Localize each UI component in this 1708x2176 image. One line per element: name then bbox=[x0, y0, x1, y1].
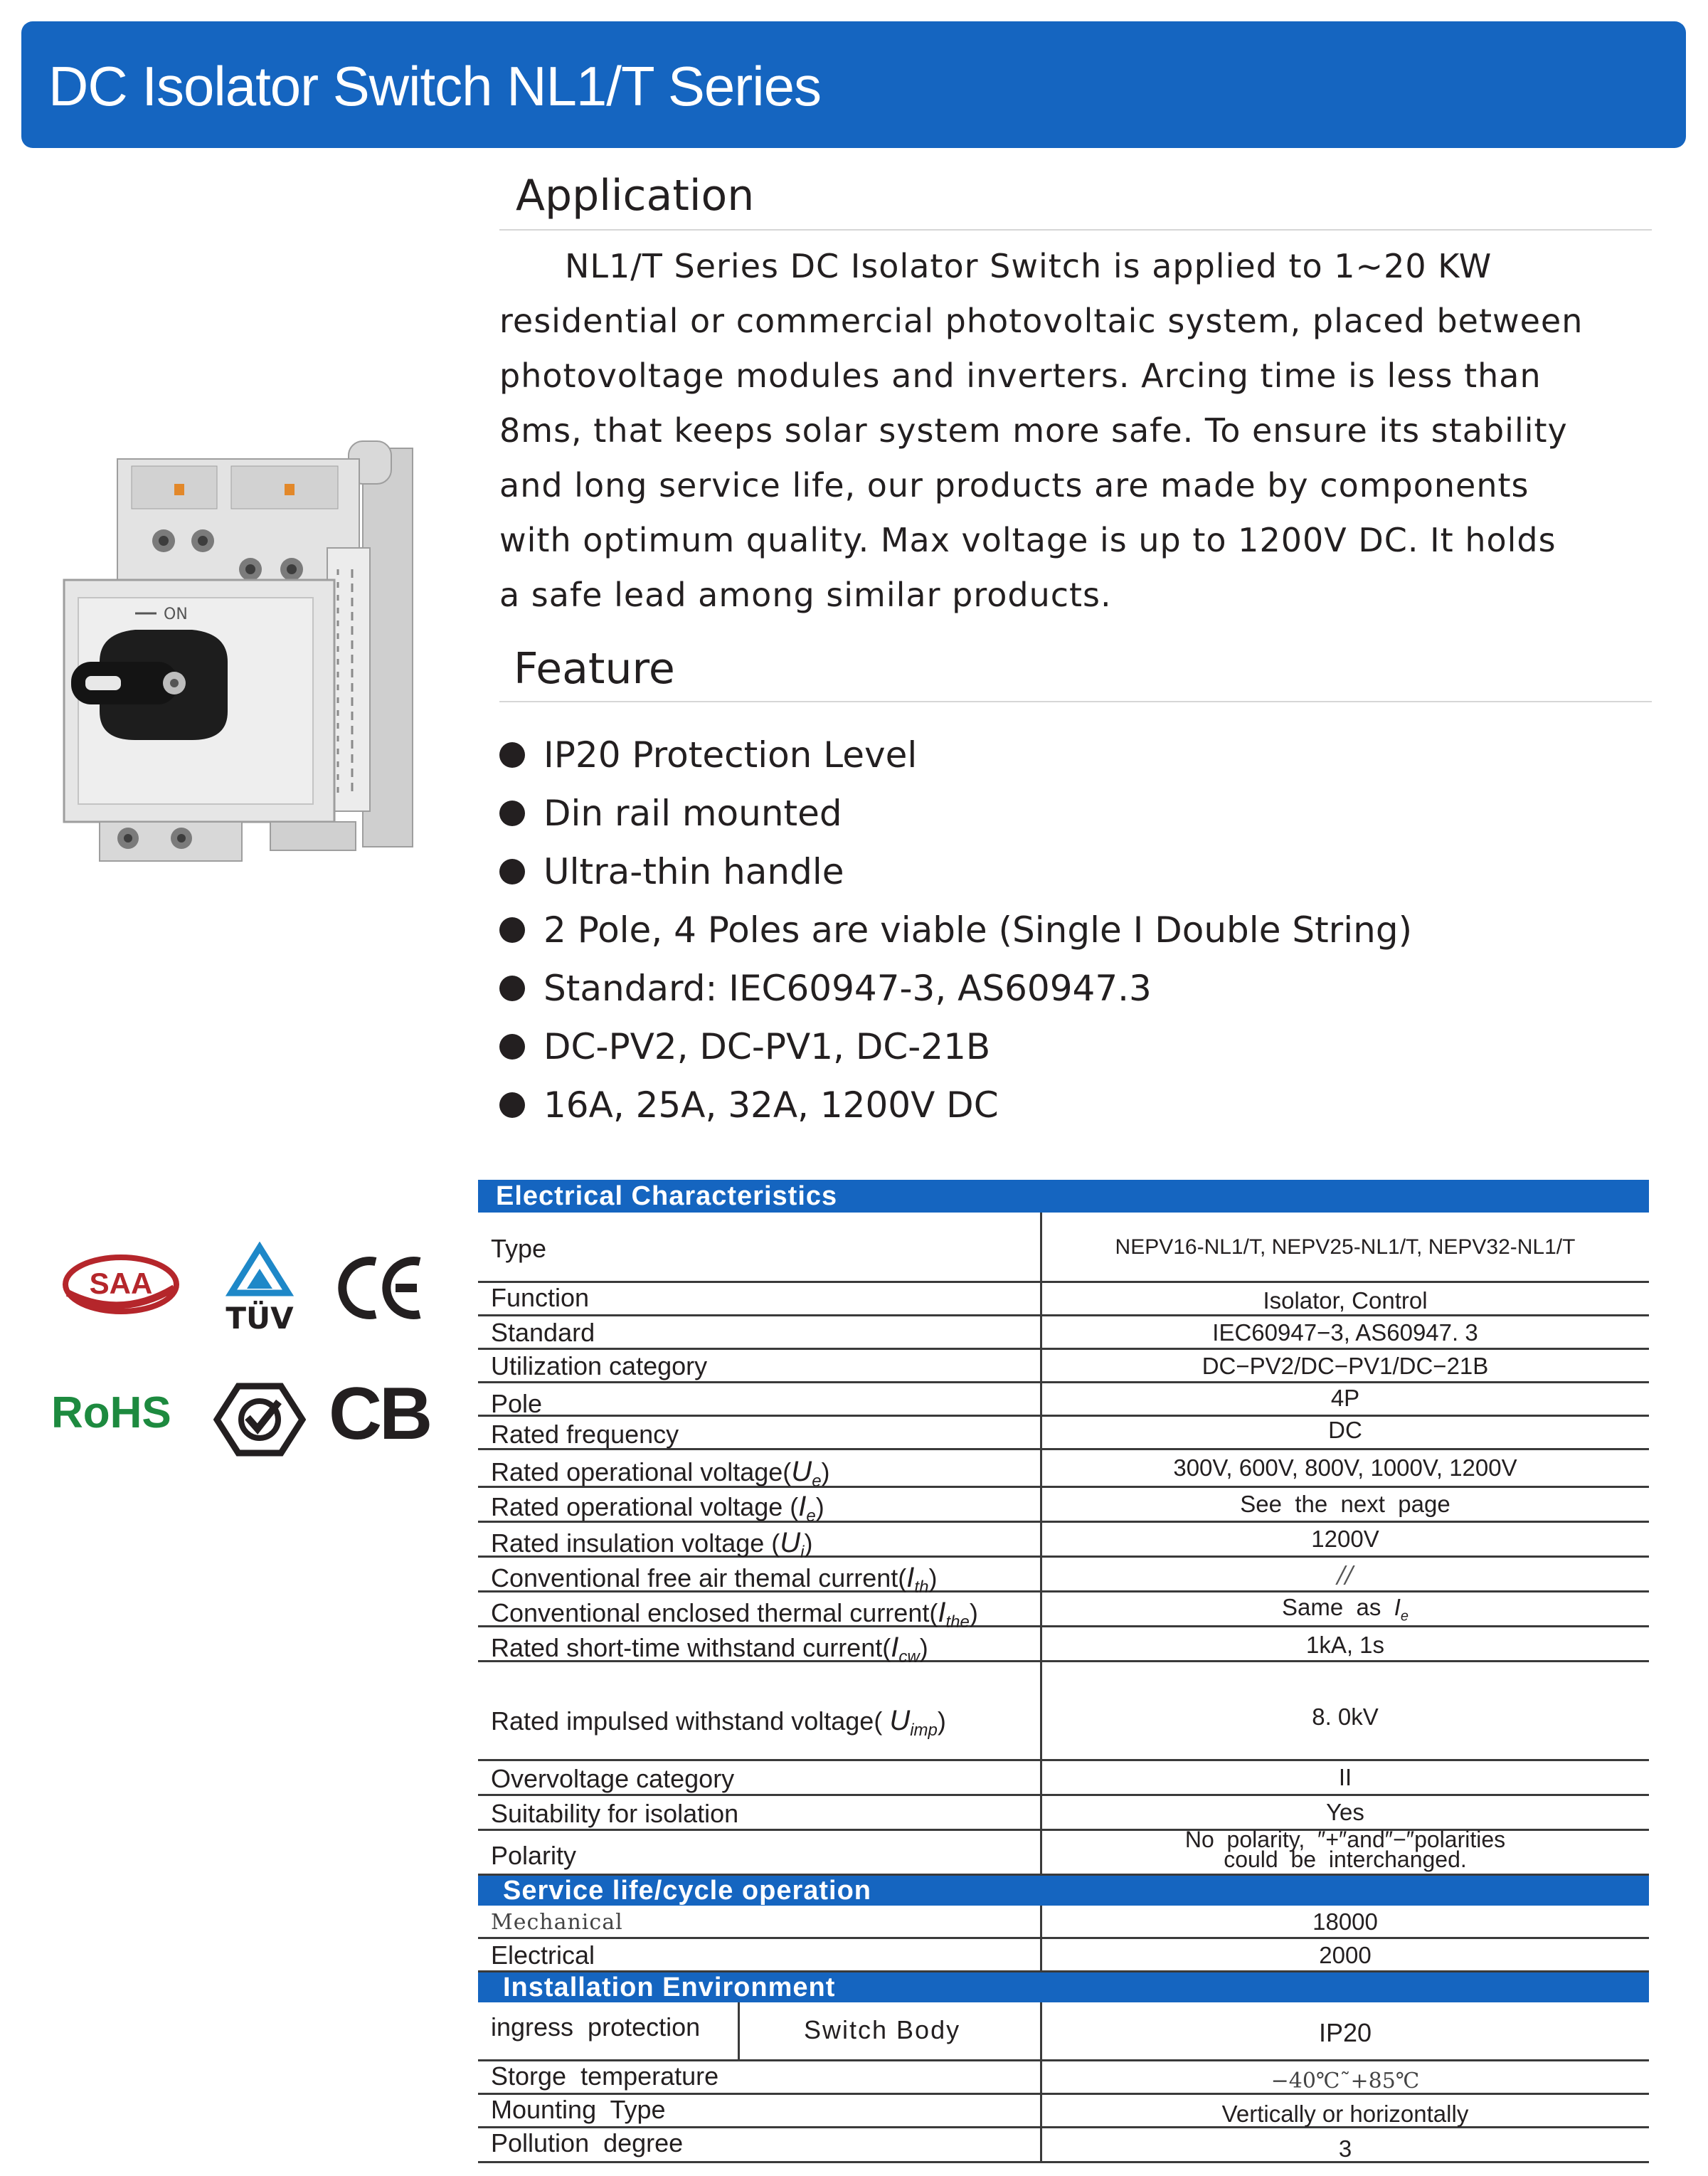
isolation-value: Yes bbox=[1326, 1799, 1364, 1825]
ingress-label: ingress protection bbox=[491, 2012, 701, 2042]
ith-label: Conventional free air themal $current(I_{th})$ bbox=[491, 1562, 938, 1597]
function-value: Isolator, Control bbox=[1263, 1287, 1428, 1314]
ithe-value: Same as $I_e$ bbox=[1281, 1594, 1409, 1625]
rcm-logo bbox=[213, 1380, 306, 1459]
table-row bbox=[478, 1662, 1649, 1761]
ith-value: // bbox=[1337, 1560, 1354, 1588]
type-label: Type bbox=[491, 1234, 547, 1263]
mounting-value: Vertically or horizontally bbox=[1221, 2101, 1469, 2127]
uimp-value: 8. 0kV bbox=[1312, 1704, 1379, 1730]
overvoltage-label: Overvoltage category bbox=[491, 1764, 735, 1793]
table-row bbox=[478, 1417, 1649, 1450]
feature-text: IP20 Protection Level bbox=[543, 734, 918, 776]
electrical-label: Electrical bbox=[491, 1940, 595, 1970]
mechanical-label: Mechanical bbox=[491, 1910, 623, 1935]
product-image bbox=[57, 427, 427, 868]
electrical-value: 2000 bbox=[1319, 1942, 1372, 1968]
knob-label: ON bbox=[164, 606, 188, 623]
service-band bbox=[478, 1876, 1649, 1906]
application-line: residential or commercial photovoltaic system, placed between bbox=[499, 302, 1584, 340]
application-rule bbox=[499, 229, 1652, 231]
icw-value: 1kA, 1s bbox=[1305, 1632, 1385, 1658]
tuv-text: TÜV bbox=[226, 1301, 294, 1334]
feature-item bbox=[499, 1018, 1412, 1076]
mounting-label: Mounting Type bbox=[491, 2095, 666, 2124]
application-line: a safe lead among similar products. bbox=[499, 576, 1112, 614]
feature-item bbox=[499, 959, 1412, 1018]
table-row bbox=[478, 1796, 1649, 1831]
icw-label: Rated short-time withstand $current(I_{cw})$ bbox=[491, 1632, 928, 1667]
table-row bbox=[478, 2128, 1649, 2163]
bullet-icon bbox=[499, 917, 525, 943]
isolation-label: Suitability for isolation bbox=[491, 1799, 739, 1828]
polarity-value: No polarity, ″+″and″−″polarities could be interchanged. bbox=[1184, 1827, 1506, 1872]
pole-value: 4P bbox=[1330, 1385, 1360, 1411]
table-row bbox=[478, 1827, 1649, 1876]
application-line: photovoltage modules and inverters. Arcing time is less than bbox=[499, 356, 1542, 395]
table-row bbox=[478, 1316, 1649, 1350]
bullet-icon bbox=[499, 859, 525, 884]
saa-text: SAA bbox=[89, 1267, 153, 1300]
feature-item bbox=[499, 726, 1412, 784]
saa-logo bbox=[60, 1249, 181, 1320]
feature-list bbox=[499, 726, 1412, 1134]
feature-text: Ultra-thin handle bbox=[543, 851, 844, 892]
application-line: and long service life, our products are made by components bbox=[499, 466, 1529, 505]
table-row bbox=[478, 1450, 1649, 1491]
standard-label: Standard bbox=[491, 1318, 595, 1347]
table-row bbox=[478, 1213, 1649, 1283]
install-title: Installation Environment bbox=[503, 1972, 836, 2002]
table-row bbox=[478, 1558, 1649, 1597]
frequency-value: DC bbox=[1328, 1417, 1362, 1443]
feature-text: DC-PV2, DC-PV1, DC-21B bbox=[543, 1026, 991, 1067]
application-line: 8ms, that keeps solar system more safe. To ensure its stability bbox=[499, 411, 1568, 450]
feature-text: Standard: IEC60947-3, AS60947.3 bbox=[543, 968, 1152, 1009]
table-row bbox=[478, 1906, 1649, 1939]
application-line: with optimum quality. Max voltage is up to 1200V DC. It holds bbox=[499, 521, 1556, 559]
application-paragraph bbox=[499, 239, 1673, 623]
table-row bbox=[478, 1350, 1649, 1383]
table-row bbox=[478, 1761, 1649, 1796]
feature-text: 16A, 25A, 32A, 1200V DC bbox=[543, 1084, 999, 1126]
ingress-value: IP20 bbox=[1318, 2018, 1372, 2047]
ce-text: CE bbox=[379, 1325, 382, 1326]
frequency-label: Rated frequency bbox=[491, 1420, 679, 1449]
ithe-label: Conventional enclosed thermal $current(I_{the})$ bbox=[491, 1597, 978, 1632]
cb-logo: CB bbox=[329, 1373, 430, 1455]
table-row bbox=[478, 1488, 1649, 1526]
table-row bbox=[478, 2095, 1649, 2128]
bullet-icon bbox=[499, 1034, 525, 1060]
pollution-value: 3 bbox=[1338, 2135, 1352, 2162]
ce-mark bbox=[334, 1249, 427, 1327]
page-title: DC Isolator Switch NL1/T Series bbox=[48, 55, 821, 117]
bullet-icon bbox=[499, 801, 525, 826]
rohs-logo: RoHS bbox=[51, 1388, 171, 1437]
install-band bbox=[478, 1972, 1649, 2002]
table-row bbox=[478, 1593, 1649, 1632]
ue-value: 300V, 600V, 800V, 1000V, 1200V bbox=[1173, 1454, 1517, 1481]
ie-value: See the next page bbox=[1240, 1491, 1450, 1517]
overvoltage-value: II bbox=[1338, 1764, 1352, 1790]
ue-label: Rated operational $voltage(U_e)$ bbox=[491, 1456, 830, 1491]
mechanical-value: 18000 bbox=[1312, 1908, 1378, 1935]
table-row bbox=[478, 2061, 1649, 2095]
ie-label: Rated operational voltage $(I_e)$ bbox=[491, 1491, 824, 1526]
table-row bbox=[478, 1627, 1649, 1667]
feature-rule bbox=[499, 701, 1652, 702]
uimp-label: Rated impulsed withstand voltage( $U_{imp}$) bbox=[491, 1705, 946, 1741]
bullet-icon bbox=[499, 976, 525, 1001]
function-label: Function bbox=[491, 1283, 590, 1312]
electrical-title: Electrical Characteristics bbox=[496, 1181, 838, 1211]
ingress-sub-label: Switch Body bbox=[804, 2015, 961, 2044]
type-value: NEPV16-NL1/T, NEPV25-NL1/T, NEPV32-NL1/T bbox=[1115, 1235, 1576, 1259]
utilization-value: DC−PV2/DC−PV1/DC−21B bbox=[1202, 1353, 1489, 1379]
feature-text: 2 Pole, 4 Poles are viable (Single I Double String) bbox=[543, 909, 1413, 951]
application-line: NL1/T Series DC Isolator Switch is applied to 1~20 KW bbox=[565, 247, 1492, 285]
feature-item bbox=[499, 843, 1412, 901]
feature-item bbox=[499, 901, 1412, 959]
application-heading: Application bbox=[516, 171, 755, 221]
pole-label: Pole bbox=[491, 1389, 543, 1418]
polarity-label: Polarity bbox=[491, 1841, 577, 1870]
storage-value: −40℃˜+85℃ bbox=[1271, 2069, 1420, 2093]
utilization-label: Utilization category bbox=[491, 1351, 708, 1380]
table-row bbox=[478, 1523, 1649, 1563]
standard-value: IEC60947−3, AS60947. 3 bbox=[1212, 1319, 1478, 1346]
storage-label: Storge temperature bbox=[491, 2061, 719, 2091]
table-row bbox=[478, 1283, 1649, 1316]
feature-text: Din rail mounted bbox=[543, 793, 842, 834]
tuv-logo bbox=[217, 1242, 302, 1334]
table-row bbox=[478, 2002, 1649, 2061]
table-row bbox=[478, 1383, 1649, 1417]
ui-value: 1200V bbox=[1311, 1526, 1379, 1552]
feature-item bbox=[499, 784, 1412, 843]
bullet-icon bbox=[499, 1092, 525, 1118]
pollution-label: Pollution degree bbox=[491, 2128, 684, 2157]
feature-heading: Feature bbox=[514, 644, 675, 694]
ui-label: Rated insulation voltage $(U_i)$ bbox=[491, 1527, 813, 1563]
table-row bbox=[478, 1939, 1649, 1972]
feature-item bbox=[499, 1076, 1412, 1134]
bullet-icon bbox=[499, 742, 525, 768]
service-title: Service life/cycle operation bbox=[503, 1876, 872, 1906]
electrical-band bbox=[478, 1180, 1649, 1213]
